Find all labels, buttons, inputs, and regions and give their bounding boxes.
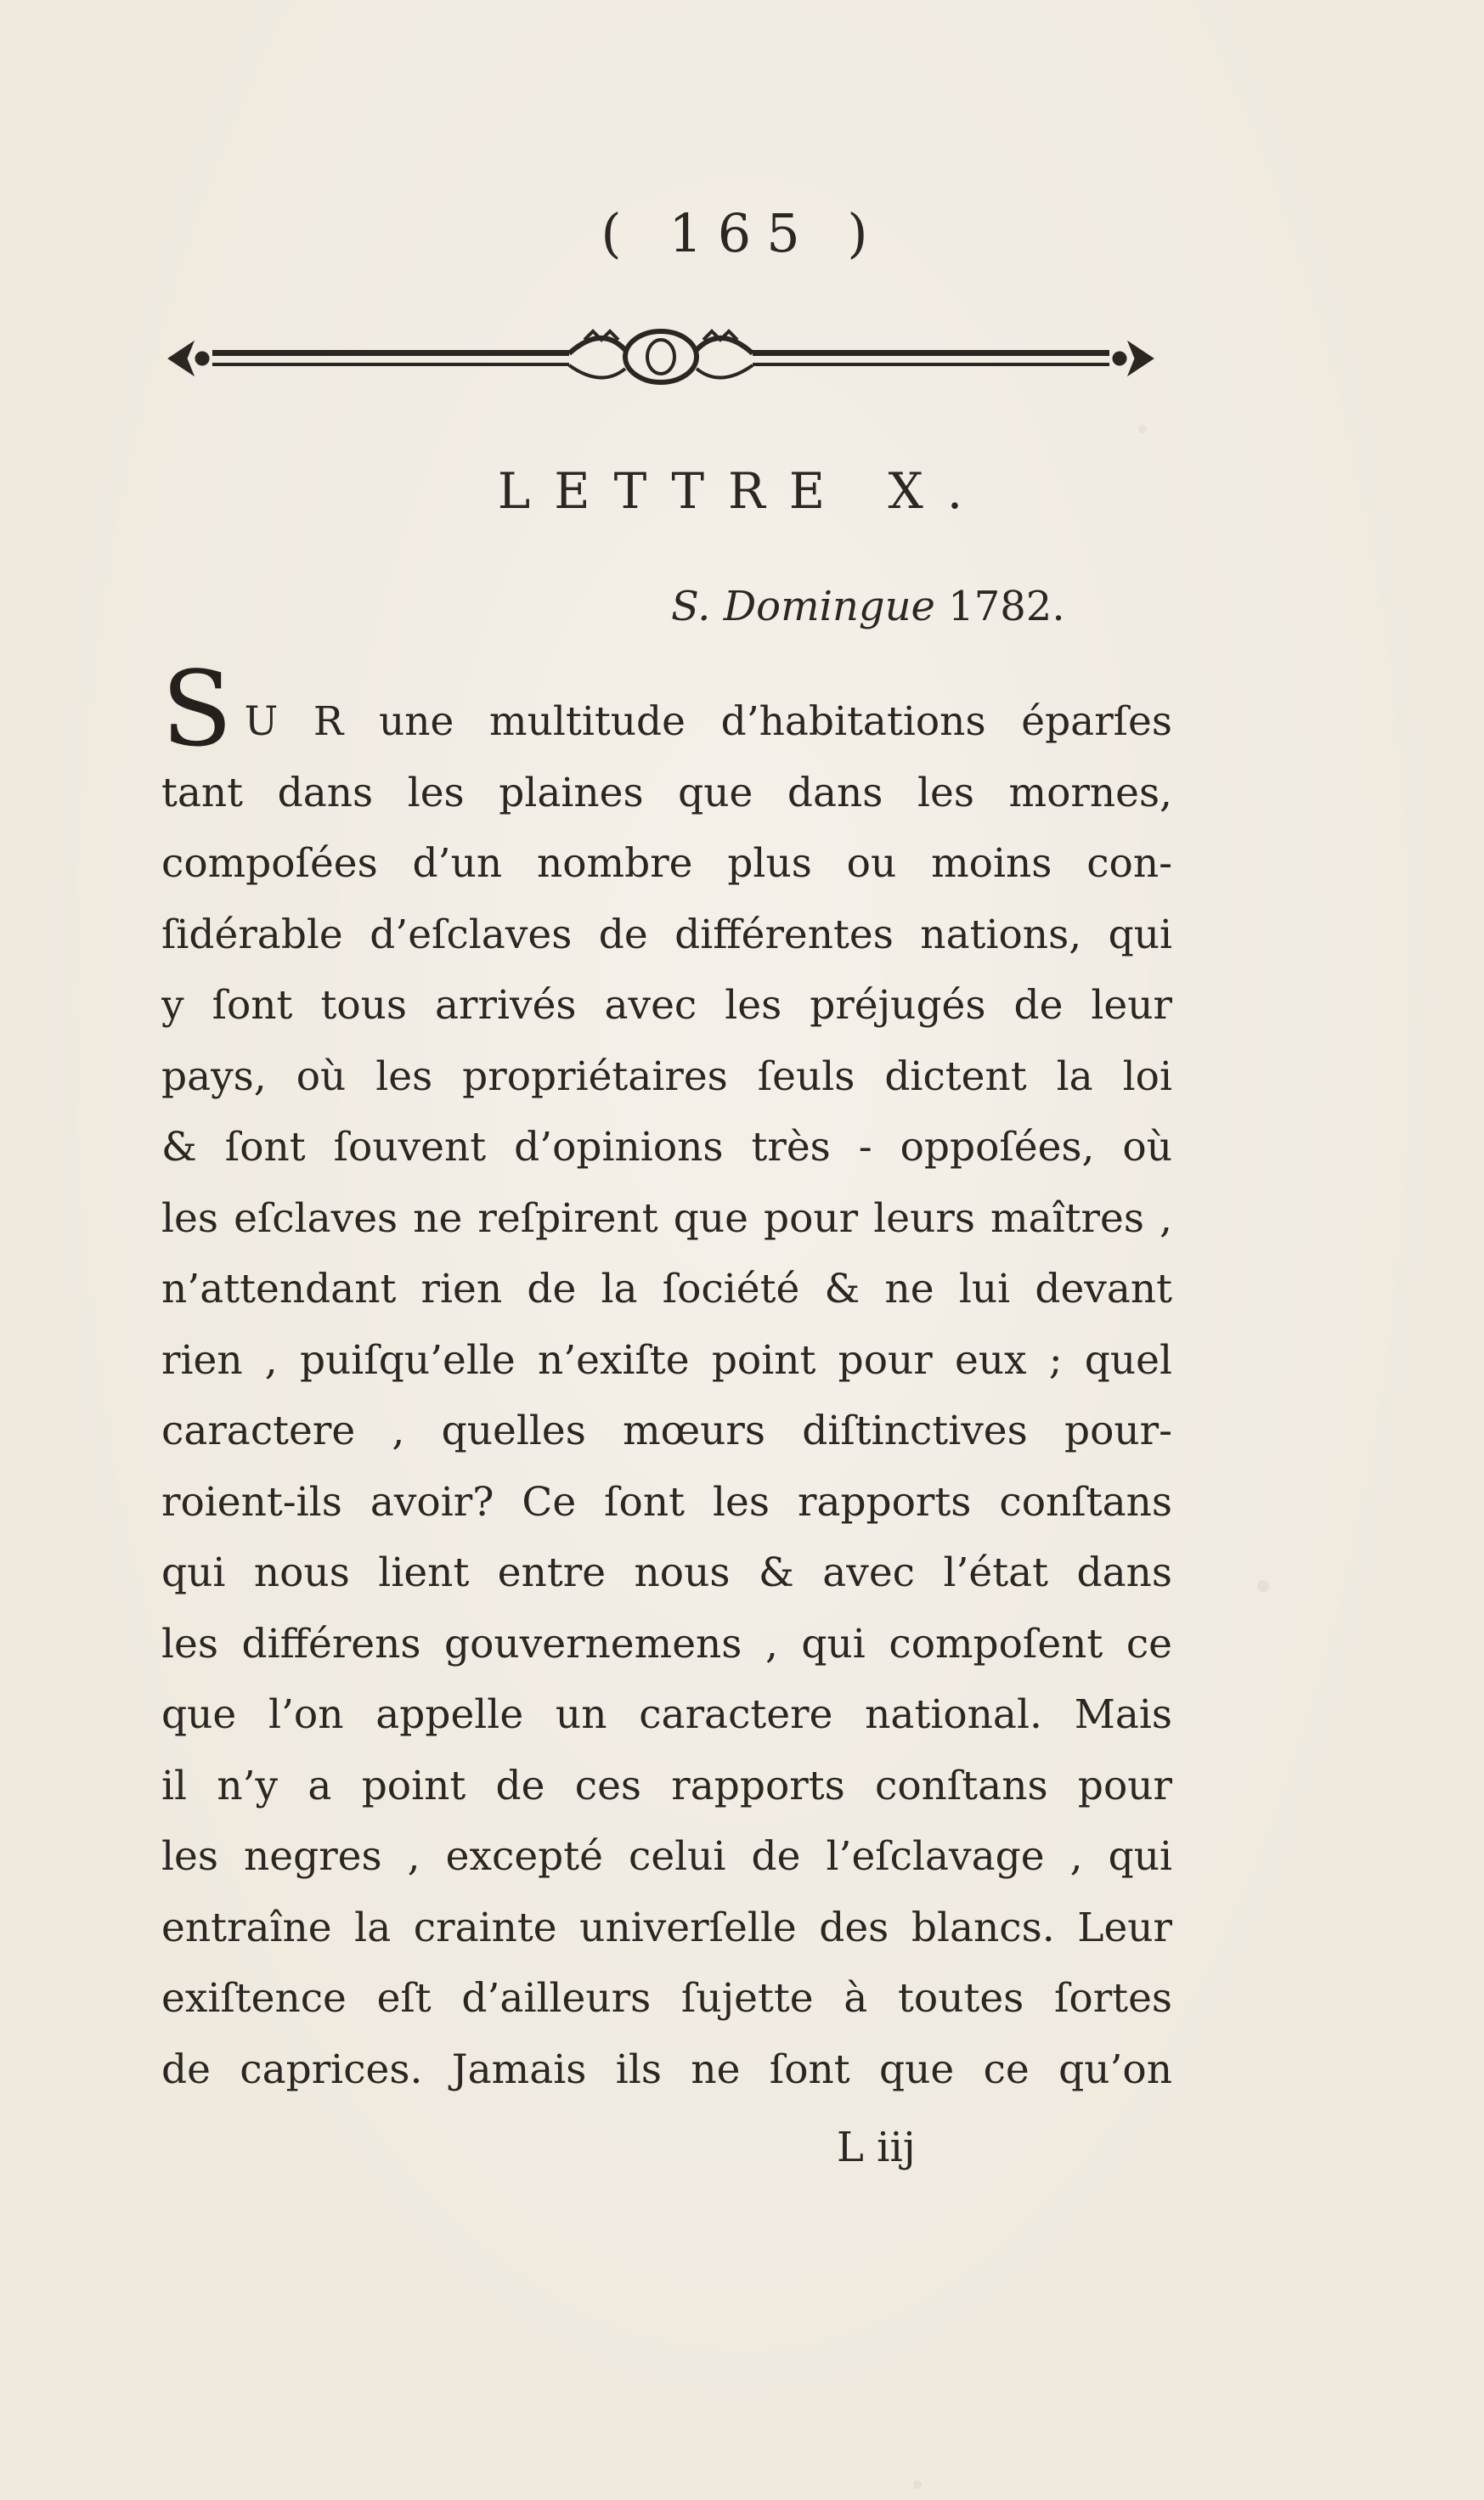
letter-title: LETTRE X. (497, 462, 987, 520)
letter-body (161, 649, 1172, 2105)
body-line: exiſtence eſt d’ailleurs ſujette à toutes ſortes (161, 1975, 1172, 2022)
body-line: y ſont tous arrivés avec les préjugés de leur (161, 982, 1172, 1029)
body-line: que l’on appelle un caractere national. Mais (161, 1691, 1172, 1738)
dateline-place: S. Domingue (671, 583, 935, 630)
paper-stain (913, 2480, 922, 2489)
body-line: entraîne la crainte univerſelle des blancs. Leur (161, 1904, 1172, 1951)
body-line: & ſont ſouvent d’opinions très - oppoſées, où (161, 1124, 1172, 1171)
paper-stain (1138, 425, 1147, 433)
body-line: rien , puiſqu’elle n’exiſte point pour eux ; quel (161, 1336, 1172, 1384)
body-line: les negres , excepté celui de l’eſclavage , qui (161, 1833, 1172, 1880)
body-line: les eſclaves ne reſpirent que pour leurs maîtres , (161, 1194, 1172, 1242)
decorative-ornament (160, 316, 1162, 392)
body-line: il n’y a point de ces rapports conſtans pour (161, 1762, 1172, 1809)
signature-mark: L iij (837, 2124, 916, 2171)
body-line: ſidérable d’eſclaves de différentes nations, qui (161, 911, 1172, 958)
dateline (671, 583, 1065, 630)
body-line: pays, où les propriétaires ſeuls dictent la loi (161, 1052, 1172, 1100)
body-line: U R une multitude d’habitations éparſes (244, 698, 1172, 745)
body-line: qui nous lient entre nous & avec l’état dans (161, 1549, 1172, 1596)
body-line: compoſées d’un nombre plus ou moins con- (161, 840, 1172, 887)
body-line: roient-ils avoir? Ce ſont les rapports conſtans (161, 1478, 1172, 1526)
body-line: de caprices. Jamais ils ne ſont que ce qu’on (161, 2046, 1172, 2093)
body-line: caractere , quelles mœurs diſtinctives pour- (161, 1408, 1172, 1454)
dateline-year: 1782. (948, 583, 1065, 630)
page-number-header: ( 165 ) (601, 202, 883, 264)
drop-cap: S (161, 649, 233, 770)
body-line: n’attendant rien de la ſociété & ne lui devant (161, 1266, 1172, 1312)
body-line: les différens gouvernemens , qui compoſent ce (161, 1620, 1172, 1668)
paper-stain (1257, 1580, 1269, 1592)
body-line: tant dans les plaines que dans les mornes, (161, 769, 1172, 816)
